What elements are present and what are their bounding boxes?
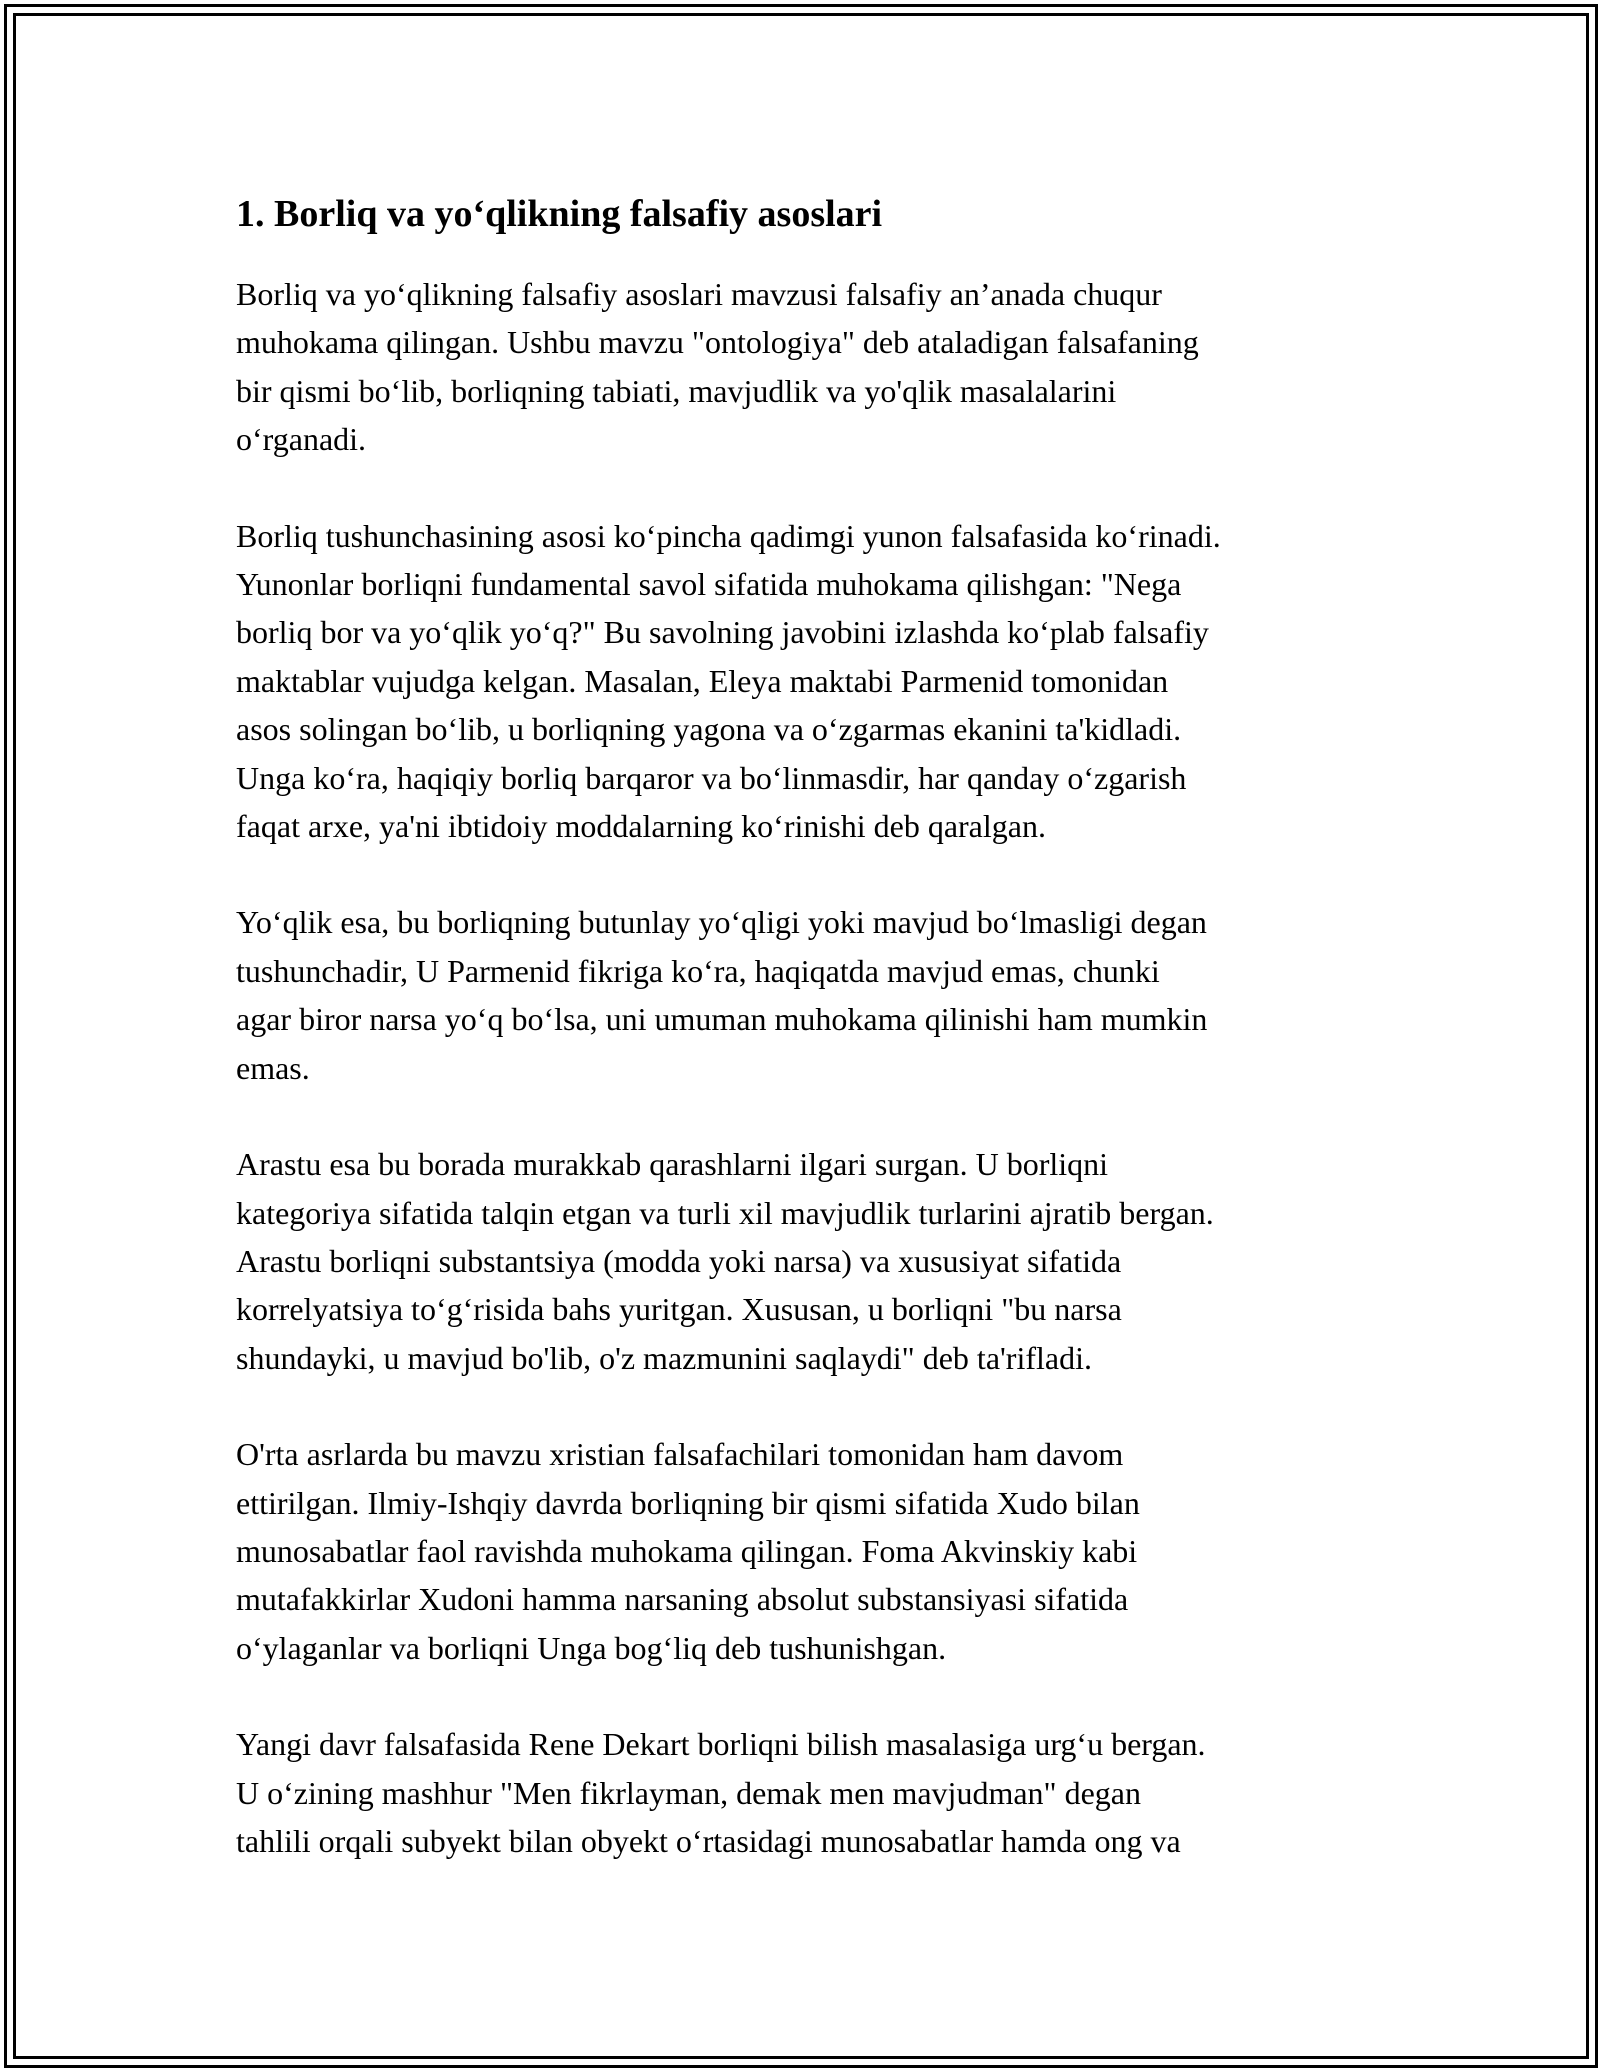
- text-line: asos solingan bo‘lib, u borliqning yagona va o‘zgarmas ekanini ta'kidladi.: [236, 711, 1182, 748]
- paragraph: [236, 1140, 1376, 1382]
- text-line: Borliq tushunchasining asosi ko‘pincha qadimgi yunon falsafasida ko‘rinadi.: [236, 517, 1221, 554]
- paragraph: [236, 512, 1376, 851]
- text-line: faqat arxe, ya'ni ibtidoiy moddalarning ko‘rinishi deb qaralgan.: [236, 808, 1046, 845]
- text-line: agar biror narsa yo‘q bo‘lsa, uni umuman muhokama qilinishi ham mumkin: [236, 1001, 1208, 1038]
- text-line: tahlili orqali subyekt bilan obyekt o‘rtasidagi munosabatlar hamda ong va: [236, 1822, 1181, 1859]
- text-line: U o‘zining mashhur "Men fikrlayman, demak men mavjudman" degan: [236, 1774, 1141, 1811]
- text-line: bir qismi bo‘lib, borliqning tabiati, mavjudlik va yo'qlik masalalarini: [236, 372, 1117, 409]
- document-body: [236, 186, 1376, 1913]
- text-line: o‘ylaganlar va borliqni Unga bog‘liq deb tushunishgan.: [236, 1629, 947, 1666]
- text-line: Yangi davr falsafasida Rene Dekart borliqni bilish masalasiga urg‘u bergan.: [236, 1726, 1206, 1763]
- text-line: O'rta asrlarda bu mavzu xristian falsafachilari tomonidan ham davom: [236, 1436, 1124, 1473]
- text-line: tushunchadir, U Parmenid fikriga ko‘ra, haqiqatda mavjud emas, chunki: [236, 952, 1160, 989]
- text-line: Yunonlar borliqni fundamental savol sifatida muhokama qilishgan: "Nega: [236, 566, 1182, 603]
- text-line: muhokama qilingan. Ushbu mavzu "ontologiya" deb ataladigan falsafaning: [236, 324, 1199, 361]
- text-line: Arastu borliqni substantsiya (modda yoki narsa) va xususiyat sifatida: [236, 1242, 1122, 1279]
- text-line: emas.: [236, 1049, 310, 1086]
- text-line: ettirilgan. Ilmiy-Ishqiy davrda borliqning bir qismi sifatida Xudo bilan: [236, 1484, 1140, 1521]
- text-line: borliq bor va yo‘qlik yo‘q?" Bu savolning javobini izlashda ko‘plab falsafiy: [236, 614, 1209, 651]
- text-line: korrelyatsiya to‘g‘risida bahs yuritgan. Xususan, u borliqni "bu narsa: [236, 1291, 1122, 1328]
- section-heading: 1. Borliq va yo‘qlikning falsafiy asoslari: [236, 193, 883, 235]
- text-line: shundayki, u mavjud bo'lib, o'z mazmunini saqlaydi" deb ta'rifladi.: [236, 1339, 1092, 1376]
- text-line: o‘rganadi.: [236, 421, 367, 458]
- text-line: Unga ko‘ra, haqiqiy borliq barqaror va bo‘linmasdir, har qanday o‘zgarish: [236, 759, 1187, 796]
- text-line: kategoriya sifatida talqin etgan va turli xil mavjudlik turlarini ajratib bergan.: [236, 1194, 1214, 1231]
- paragraph: [236, 898, 1376, 1092]
- text-line: munosabatlar faol ravishda muhokama qilingan. Foma Akvinskiy kabi: [236, 1532, 1138, 1569]
- text-line: mutafakkirlar Xudoni hamma narsaning absolut substansiyasi sifatida: [236, 1581, 1129, 1618]
- paragraph: [236, 270, 1376, 464]
- text-line: Borliq va yo‘qlikning falsafiy asoslari mavzusi falsafiy an’anada chuqur: [236, 276, 1162, 312]
- text-line: maktablar vujudga kelgan. Masalan, Eleya maktabi Parmenid tomonidan: [236, 662, 1169, 699]
- text-line: Yo‘qlik esa, bu borliqning butunlay yo‘qligi yoki mavjud bo‘lmasligi degan: [236, 904, 1207, 941]
- paragraph: [236, 1720, 1376, 1865]
- text-line: Arastu esa bu borada murakkab qarashlarni ilgari surgan. U borliqni: [236, 1146, 1109, 1183]
- paragraph: [236, 1430, 1376, 1672]
